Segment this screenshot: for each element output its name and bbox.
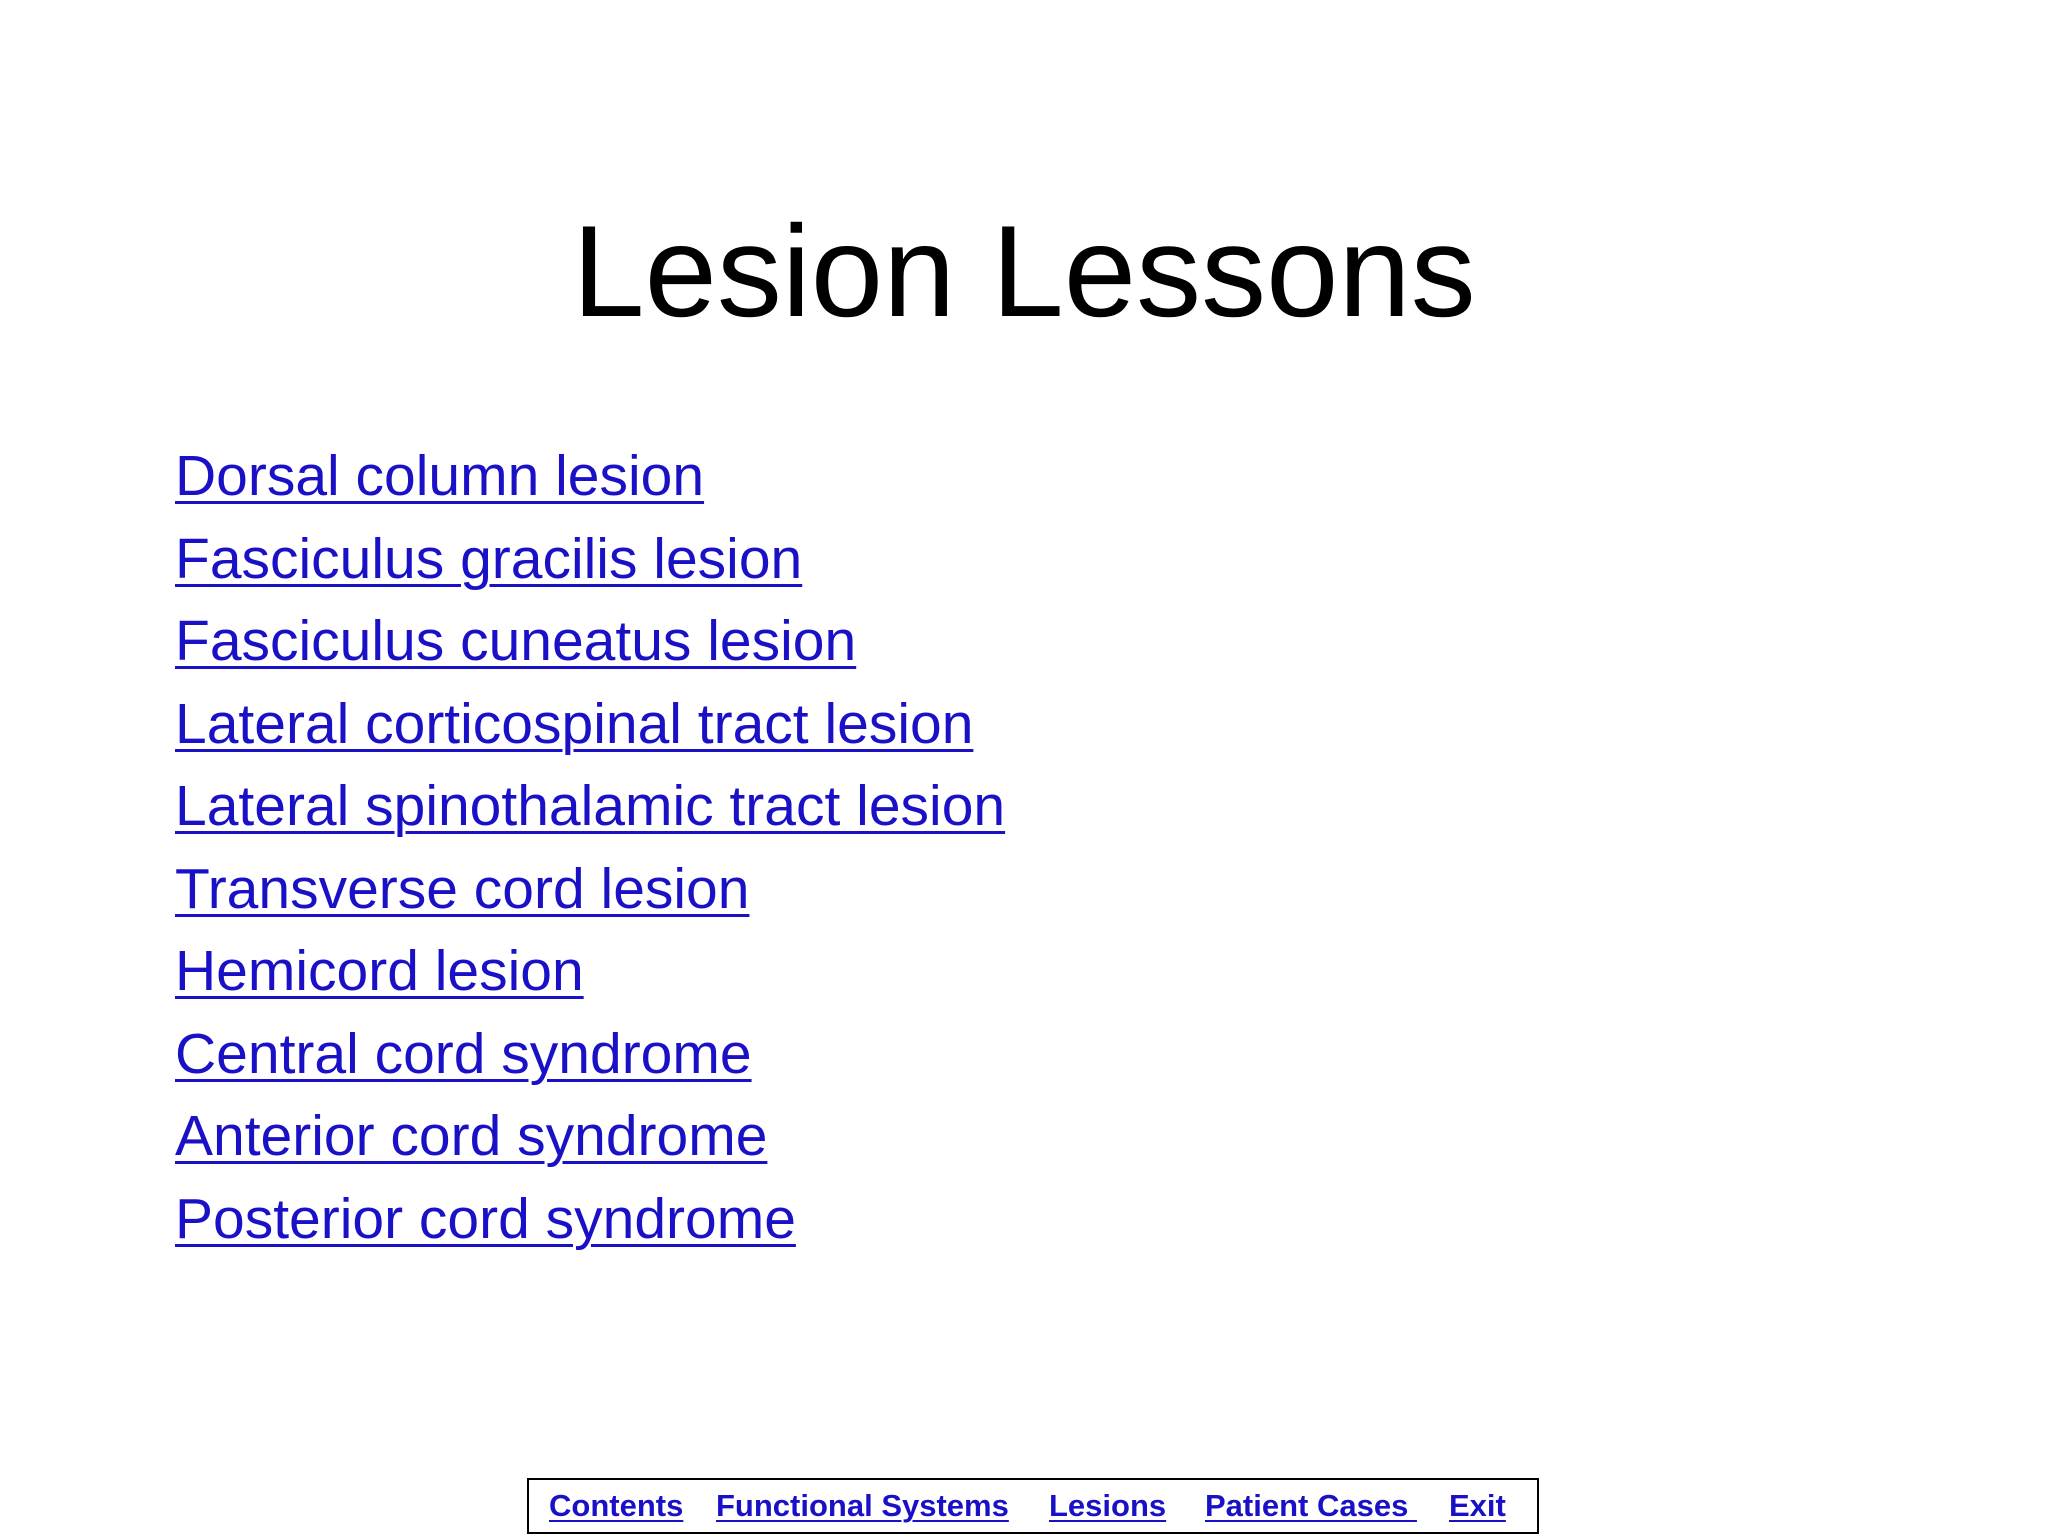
nav-exit-link[interactable]: Exit (1449, 1488, 1506, 1523)
nav-functional-systems-link[interactable]: Functional Systems (716, 1488, 1009, 1523)
lesson-link-anterior-cord[interactable]: Anterior cord syndrome (175, 1104, 768, 1168)
list-item (175, 523, 1005, 606)
nav-lesions-link[interactable]: Lesions (1049, 1488, 1167, 1523)
list-item (175, 605, 1005, 688)
lesson-list (175, 440, 1005, 1265)
list-item (175, 770, 1005, 853)
lesson-link-lateral-corticospinal[interactable]: Lateral corticospinal tract lesion (175, 691, 974, 756)
list-item (175, 1018, 1005, 1101)
list-item (175, 935, 1005, 1018)
lesson-link-fasciculus-cuneatus[interactable]: Fasciculus cuneatus lesion (175, 609, 857, 673)
lesson-link-lateral-spinothalamic[interactable]: Lateral spinothalamic tract lesion (175, 774, 1006, 838)
list-item (175, 1100, 1005, 1183)
lesson-link-central-cord[interactable]: Central cord syndrome (175, 1021, 752, 1086)
lesson-link-hemicord[interactable]: Hemicord lesion (175, 939, 584, 1003)
list-item (175, 1183, 1005, 1266)
nav-contents-link[interactable]: Contents (549, 1488, 684, 1523)
list-item (175, 688, 1005, 771)
lesson-link-fasciculus-gracilis[interactable]: Fasciculus gracilis lesion (175, 526, 803, 591)
lesson-link-dorsal-column[interactable]: Dorsal column lesion (175, 444, 705, 508)
nav-patient-cases-link[interactable]: Patient Cases (1205, 1488, 1417, 1523)
list-item (175, 440, 1005, 523)
list-item (175, 853, 1005, 936)
lesson-link-transverse-cord[interactable]: Transverse cord lesion (175, 856, 750, 921)
lesson-link-posterior-cord[interactable]: Posterior cord syndrome (175, 1186, 796, 1251)
page-title: Lesion Lessons (572, 198, 1476, 344)
bottom-navigation-bar (527, 1478, 1539, 1534)
